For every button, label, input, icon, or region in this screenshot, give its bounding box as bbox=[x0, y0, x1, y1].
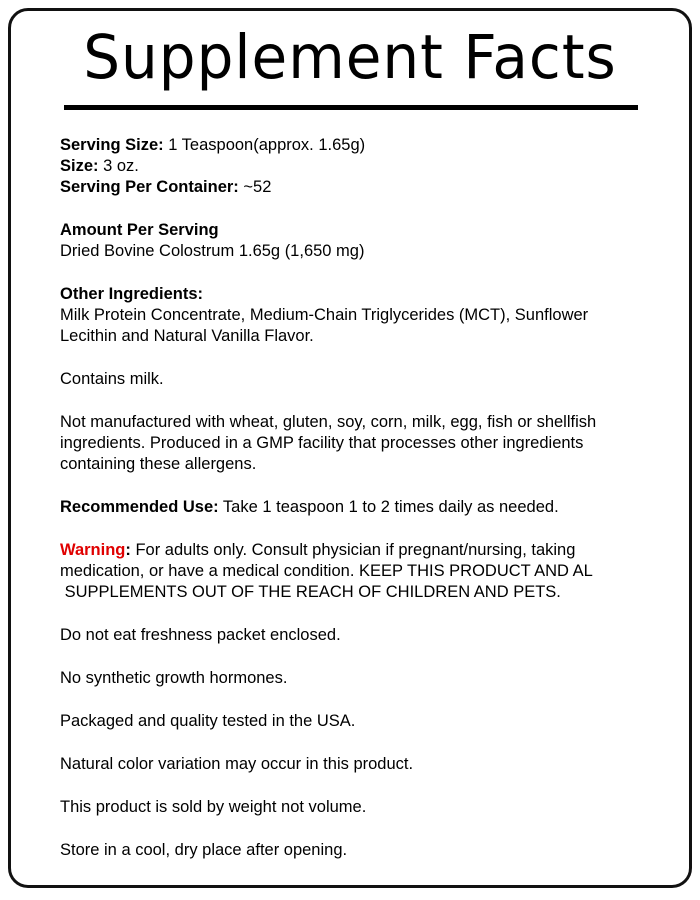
size-value: 3 oz. bbox=[98, 157, 139, 175]
servings-label: Serving Per Container: bbox=[60, 178, 239, 196]
amount-heading: Amount Per Serving bbox=[60, 221, 219, 239]
label-content bbox=[60, 135, 660, 883]
allergen-line: ingredients. Produced in a GMP facility that processes other ingredients bbox=[60, 434, 584, 452]
warning-line: SUPPLEMENTS OUT OF THE REACH OF CHILDREN AND PETS. bbox=[60, 583, 561, 601]
other-ingredients-line: Lecithin and Natural Vanilla Flavor. bbox=[60, 327, 314, 345]
recommended-use bbox=[60, 497, 660, 518]
servings-value: ~52 bbox=[238, 178, 272, 196]
other-ingredients-line: Milk Protein Concentrate, Medium-Chain Triglycerides (MCT), Sunflower bbox=[60, 306, 589, 324]
serving-size-row bbox=[60, 135, 660, 156]
contains-statement: Contains milk. bbox=[60, 370, 164, 388]
recommended-use-label: Recommended Use: bbox=[60, 498, 219, 516]
amount-per-serving bbox=[60, 220, 660, 262]
page-title: Supplement Facts bbox=[83, 21, 617, 93]
note: Do not eat freshness packet enclosed. bbox=[60, 626, 341, 644]
recommended-use-value: Take 1 teaspoon 1 to 2 times daily as needed. bbox=[218, 498, 559, 516]
allergen-line: Not manufactured with wheat, gluten, soy, corn, milk, egg, fish or shellfish bbox=[60, 413, 597, 431]
warning-label: Warning bbox=[60, 541, 126, 559]
serving-info bbox=[60, 135, 660, 198]
allergen-line: containing these allergens. bbox=[60, 455, 257, 473]
warning-line bbox=[60, 540, 660, 561]
warning-statement bbox=[60, 540, 660, 603]
note: This product is sold by weight not volume. bbox=[60, 798, 367, 816]
warning-text: For adults only. Consult physician if pregnant/nursing, taking bbox=[130, 541, 576, 559]
title-underline bbox=[64, 105, 638, 110]
other-ingredients bbox=[60, 284, 660, 347]
note: Packaged and quality tested in the USA. bbox=[60, 712, 356, 730]
serving-size-value: 1 Teaspoon(approx. 1.65g) bbox=[163, 136, 366, 154]
warning-line: medication, or have a medical condition. KEEP THIS PRODUCT AND AL bbox=[60, 562, 593, 580]
size-label: Size: bbox=[60, 157, 99, 175]
amount-line: Dried Bovine Colostrum 1.65g (1,650 mg) bbox=[60, 242, 365, 260]
other-ingredients-heading: Other Ingredients: bbox=[60, 285, 204, 303]
serving-size-label: Serving Size: bbox=[60, 136, 164, 154]
warning-colon: : bbox=[125, 541, 131, 559]
size-row bbox=[60, 156, 660, 177]
allergen-statement bbox=[60, 412, 660, 475]
note: Natural color variation may occur in this product. bbox=[60, 755, 414, 773]
servings-row bbox=[60, 177, 660, 198]
note: No synthetic growth hormones. bbox=[60, 669, 288, 687]
note: Store in a cool, dry place after opening. bbox=[60, 841, 348, 859]
